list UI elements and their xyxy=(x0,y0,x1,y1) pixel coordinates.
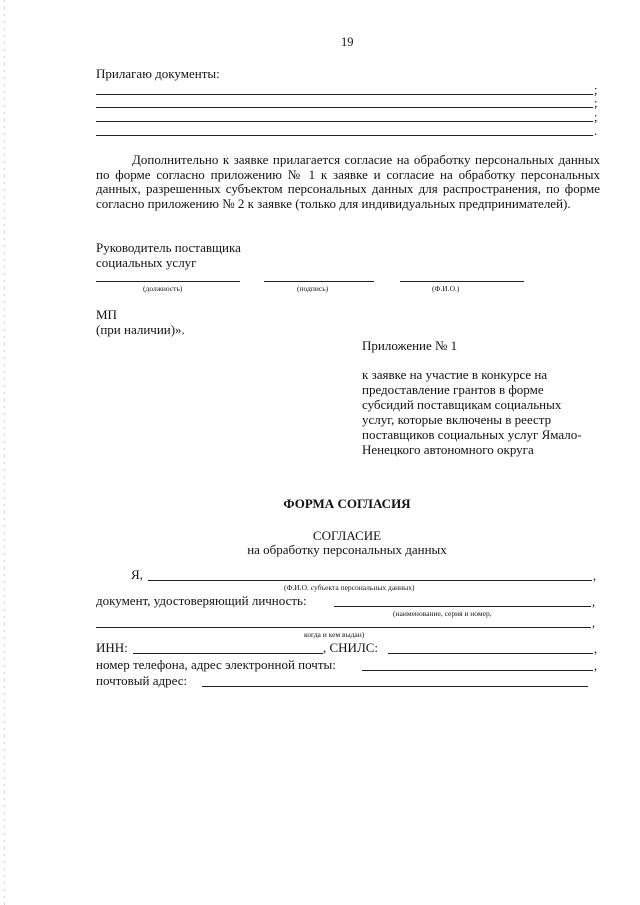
stamp-label: МП xyxy=(96,307,117,322)
attachment-line-1-end: ; xyxy=(594,83,598,97)
fullname-caption: (Ф.И.О.) xyxy=(432,284,460,293)
phone-email-label: номер телефона, адрес электронной почты: xyxy=(96,657,336,672)
signatory-line-1: Руководитель поставщика xyxy=(96,240,241,255)
snils-label: , СНИЛС: xyxy=(323,640,379,655)
appendix-description: к заявке на участие в конкурсе на предоставление грантов в форме субсидий поставщикам социальных услуг, которые включены в реестр поставщиков социальных услуг Ямало-Ненецкого автономного округа xyxy=(362,367,582,457)
signature-line xyxy=(264,281,374,282)
page-number: 19 xyxy=(341,35,354,49)
scan-edge xyxy=(4,0,5,905)
inn-field[interactable] xyxy=(133,653,323,654)
attachment-line-1 xyxy=(96,94,593,95)
attachment-line-4-end: . xyxy=(594,124,598,138)
signature-caption: (подпись) xyxy=(297,284,329,293)
fio-field[interactable] xyxy=(148,580,592,581)
i-label: Я, xyxy=(131,567,143,582)
id-caption: (наименование, серия и номер, xyxy=(393,609,492,618)
fio-caption: (Ф.И.О. субъекта персональных данных) xyxy=(284,583,415,592)
fullname-line xyxy=(400,281,524,282)
attachment-line-2-end: ; xyxy=(594,96,598,110)
postal-address-label: почтовый адрес: xyxy=(96,673,188,688)
id-issue-field[interactable] xyxy=(96,627,591,628)
id-issue-field-end: , xyxy=(592,616,596,630)
id-issue-caption: когда и кем выдан) xyxy=(304,630,365,639)
consent-subtitle: на обработку персональных данных xyxy=(247,542,447,557)
phone-email-field[interactable] xyxy=(362,670,593,671)
position-line xyxy=(96,281,240,282)
inn-label: ИНН: xyxy=(96,640,128,655)
id-document-field-end: , xyxy=(592,595,596,609)
attachment-line-2 xyxy=(96,107,593,108)
id-document-label: документ, удостоверяющий личность: xyxy=(96,593,307,608)
position-caption: (должность) xyxy=(143,284,183,293)
postal-address-field[interactable] xyxy=(202,686,588,687)
id-document-field[interactable] xyxy=(334,606,591,607)
form-heading: ФОРМА СОГЛАСИЯ xyxy=(283,496,411,511)
attachments-label: Прилагаю документы: xyxy=(96,66,220,81)
stamp-note: (при наличии)». xyxy=(96,322,185,337)
signatory-line-2: социальных услуг xyxy=(96,255,197,270)
attachment-line-4 xyxy=(96,135,593,136)
fio-field-end: , xyxy=(593,569,597,583)
snils-field[interactable] xyxy=(388,653,593,654)
attachment-line-3 xyxy=(96,121,593,122)
phone-email-field-end: , xyxy=(594,659,598,673)
consent-paragraph: Дополнительно к заявке прилагается согласие на обработку персональных данных по форме согласно приложению № 1 к заявке и согласие на обработку персональных данных, разрешенных субъектом персональных данных для распространения, по форме согласно приложению № 2 к заявке (только для индивидуальных предпринимателей). xyxy=(96,152,600,211)
appendix-title: Приложение № 1 xyxy=(362,338,458,353)
consent-title: СОГЛАСИЕ xyxy=(312,528,382,543)
snils-field-end: , xyxy=(594,642,598,656)
attachment-line-3-end: ; xyxy=(594,110,598,124)
